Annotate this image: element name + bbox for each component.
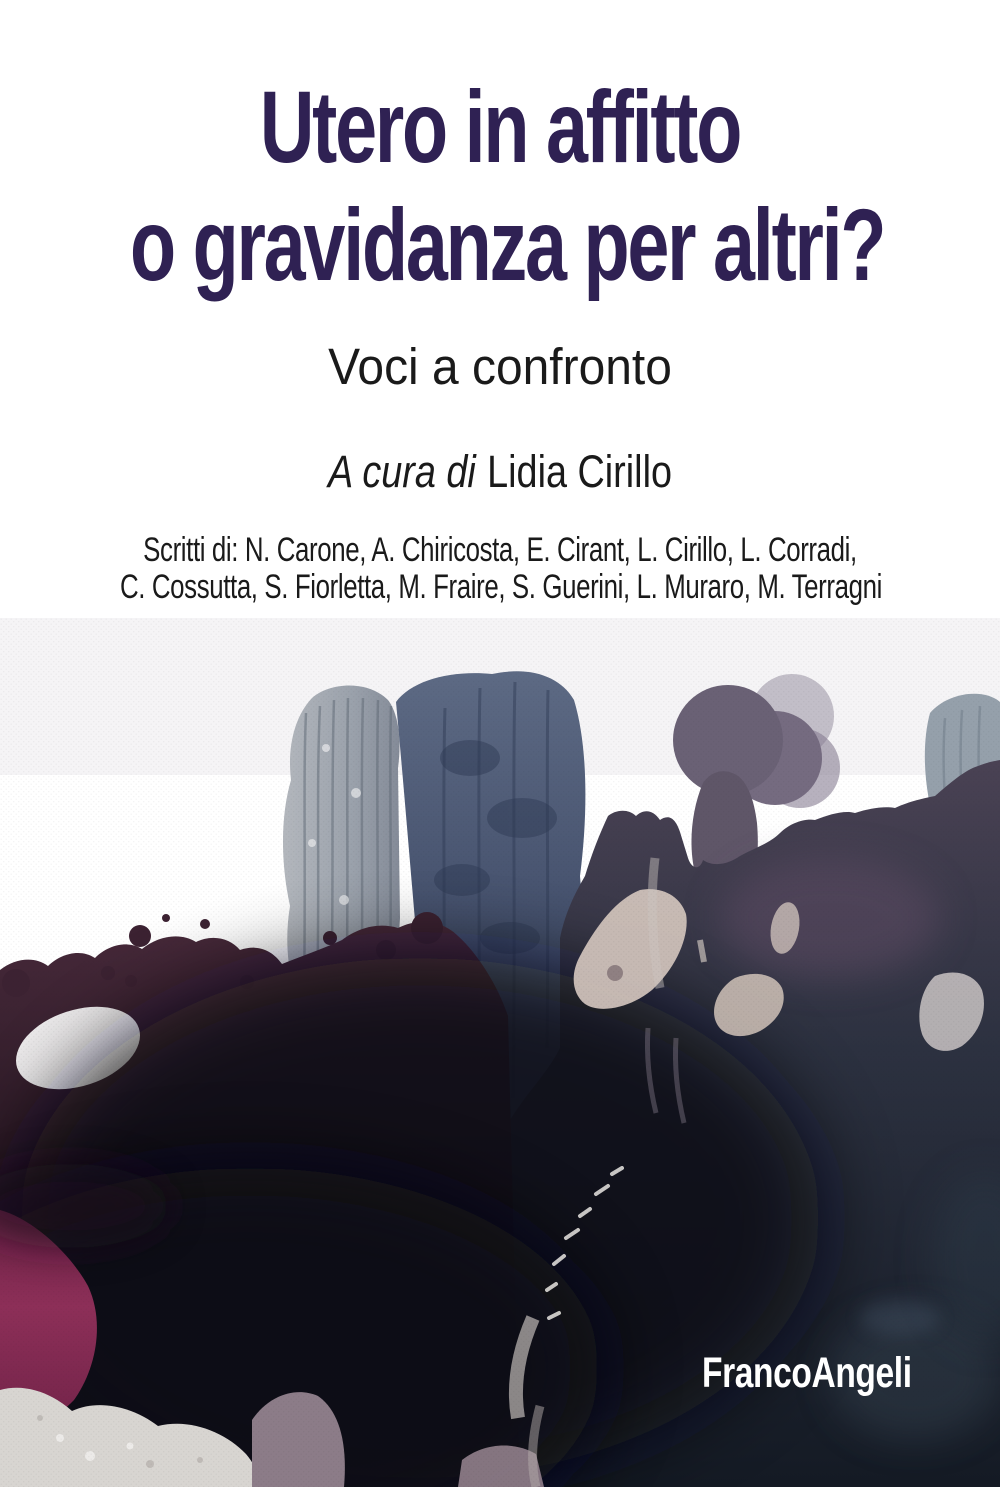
curator-line [80,446,920,498]
publisher-logo: FrancoAngeli [702,1349,912,1397]
contributors [120,532,880,606]
curator-prefix: A cura di [328,446,476,497]
title-line-1: Utero in affitto [259,70,741,184]
curator-name: Lidia Cirillo [487,446,672,497]
cover-artwork [0,618,1000,1487]
contributors-line-2: C. Cossutta, S. Fiorletta, M. Fraire, S. Guerini, L. Muraro, M. Terragni [120,568,882,606]
contributors-line-1: Scritti di: N. Carone, A. Chiricosta, E. Cirant, L. Cirillo, L. Corradi, [143,531,857,569]
title-line-2: o gravidanza per altri? [130,188,885,302]
book-title [130,68,885,304]
book-subtitle: Voci a confronto [328,338,672,395]
